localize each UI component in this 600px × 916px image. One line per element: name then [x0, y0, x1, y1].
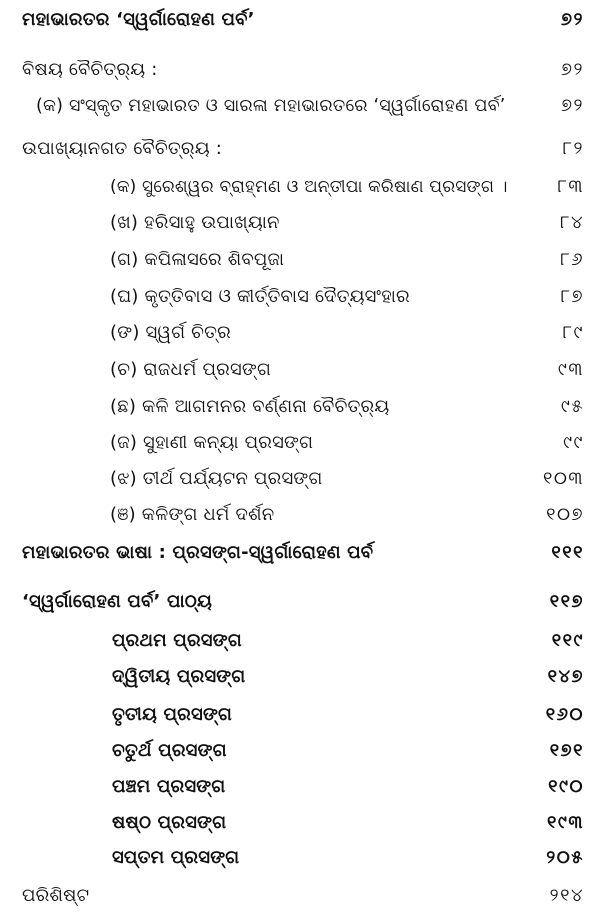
toc-page-number: ୧୯୩	[547, 812, 584, 833]
toc-row	[0, 392, 600, 422]
toc-row	[0, 500, 600, 530]
toc-page-number: ୧୭୧	[549, 740, 584, 761]
toc-page-number: ୧୪୭	[547, 666, 584, 687]
toc-page-number: ୯୯	[563, 432, 584, 453]
toc-entry-title: ପରିଶିଷ୍ଟ	[22, 885, 90, 906]
toc-row	[0, 881, 600, 911]
toc-entry-title: (ଝ) ତୀର୍ଥ ପର୍ଯ୍ୟଟନ ପ୍ରସଙ୍ଗ	[110, 468, 323, 489]
toc-row	[0, 587, 600, 617]
toc-entry-title: (ଘ) କୃତ୍ତିବାସ ଓ କୀର୍ତ୍ତିବାସ ଦୈତ୍ୟସଂହାର	[110, 286, 410, 307]
toc-page-number: ୮୬	[560, 249, 584, 270]
toc-page-number: ୧୬୦	[545, 704, 584, 725]
toc-row	[0, 355, 600, 385]
toc-entry-title: (କ) ସୁରେଶ୍ୱର ବ୍ରାହ୍ମଣ ଓ ଅନ୍ତୀପା କରିଷାଣ ପ୍ରସଙ୍ଗ ।	[110, 177, 508, 197]
toc-page-number: ୧୦୭	[546, 504, 584, 525]
toc-entry-title: (ଗ) କପିଳାସରେ ଶିବପୂଜା	[110, 249, 285, 270]
toc-entry-title: ‘ସ୍ୱର୍ଗାରୋହଣ ପର୍ବ’ ପାଠ୍ୟ	[22, 591, 213, 612]
toc-page-number: ୧୧୧	[551, 542, 584, 563]
toc-entry-title: (ଜ) ସୁହାଣୀ କନ୍ୟା ପ୍ରସଙ୍ଗ	[110, 432, 314, 453]
toc-entry-title: ସପ୍ତମ ପ୍ରସଙ୍ଗ	[112, 847, 240, 868]
toc-row	[0, 808, 600, 838]
toc-row	[0, 208, 600, 238]
toc-row	[0, 843, 600, 873]
toc-row	[0, 736, 600, 766]
toc-entry-title: ପ୍ରଥମ ପ୍ରସଙ୍ଗ	[112, 630, 242, 651]
toc-row	[0, 134, 600, 164]
toc-entry-title: (ଖ) ହରିସାହୁ ଉପାଖ୍ୟାନ	[110, 212, 280, 233]
toc-page-number: ୧୧୭	[549, 591, 584, 612]
toc-row	[0, 772, 600, 802]
toc-page-number: ୭୨	[561, 59, 584, 80]
toc-row	[0, 5, 600, 35]
toc-entry-title: ବିଷୟ ବୈଚିତ୍ର୍ୟ :	[22, 59, 158, 80]
toc-row	[0, 700, 600, 730]
toc-page-number: ୭୨	[561, 9, 584, 30]
toc-page-number: ୯୩	[557, 359, 584, 380]
toc-entry-title: (ଙ) ସ୍ୱର୍ଗ ଚିତ୍ର	[110, 322, 232, 343]
toc-row	[0, 318, 600, 348]
toc-page-number: ୮୨	[562, 138, 584, 159]
toc-entry-title: (ଛ) କଳି ଆଗମନର ବର୍ଣ୍ଣନା ବୈଚିତ୍ର୍ୟ	[110, 396, 390, 417]
toc-page-number: ୨୧୪	[549, 885, 584, 906]
toc-entry-title: ପଞ୍ଚମ ପ୍ରସଙ୍ଗ	[112, 776, 226, 797]
toc-page-number: ୮୪	[560, 212, 584, 233]
toc-entry-title: (ଞ) କଳିଙ୍ଗ ଧର୍ମ ଦର୍ଶନ	[110, 504, 275, 525]
toc-page-number: ୧୦୩	[542, 468, 584, 489]
toc-row	[0, 464, 600, 494]
toc-entry-title: ମହାଭାରତର ଭାଷା : ପ୍ରସଙ୍ଗ-ସ୍ୱର୍ଗାରୋହଣ ପର୍ବ	[22, 542, 374, 563]
toc-page-number: ୧୯୦	[548, 776, 584, 797]
toc-entry-title: ଷଷ୍ଠ ପ୍ରସଙ୍ଗ	[112, 812, 227, 833]
toc-row	[0, 538, 600, 568]
toc-entry-title: ଦ୍ୱିତୀୟ ପ୍ରସଙ୍ଗ	[112, 666, 246, 687]
toc-entry-title: ଚତୁର୍ଥ ପ୍ରସଙ୍ଗ	[112, 740, 227, 761]
toc-row	[0, 626, 600, 656]
toc-row	[0, 91, 600, 121]
toc-row	[0, 245, 600, 275]
toc-entry-title: ମହାଭାରତର ‘ସ୍ୱର୍ଗାରୋହଣ ପର୍ବ’	[22, 9, 255, 30]
toc-page-number: ୧୧୯	[551, 630, 584, 651]
toc-page-number: ୨୦୫	[546, 847, 584, 868]
toc-page-number: ୯୫	[560, 396, 584, 417]
toc-entry-title: ତୃତୀୟ ପ୍ରସଙ୍ଗ	[112, 704, 233, 725]
toc-row	[0, 282, 600, 312]
toc-page-number: ୭୨	[561, 95, 584, 116]
toc-entry-title: (ଚ) ରାଜଧର୍ମ ପ୍ରସଙ୍ଗ	[110, 359, 272, 380]
toc-entry-title: (କ) ସଂସ୍କୃତ ମହାଭାରତ ଓ ସାରଳା ମହାଭାରତରେ ‘ସ୍ୱର୍ଗାରୋହଣ ପର୍ବ’	[36, 96, 506, 116]
toc-entry-title: ଉପାଖ୍ୟାନଗତ ବୈଚିତ୍ର୍ୟ :	[22, 138, 222, 159]
toc-page-number: ୮୭	[560, 286, 584, 307]
toc-row	[0, 172, 600, 202]
toc-page-number: ୮୩	[557, 176, 584, 197]
toc-row	[0, 428, 600, 458]
toc-row	[0, 55, 600, 85]
toc-row	[0, 662, 600, 692]
toc-page-number: ୮୯	[562, 322, 584, 343]
